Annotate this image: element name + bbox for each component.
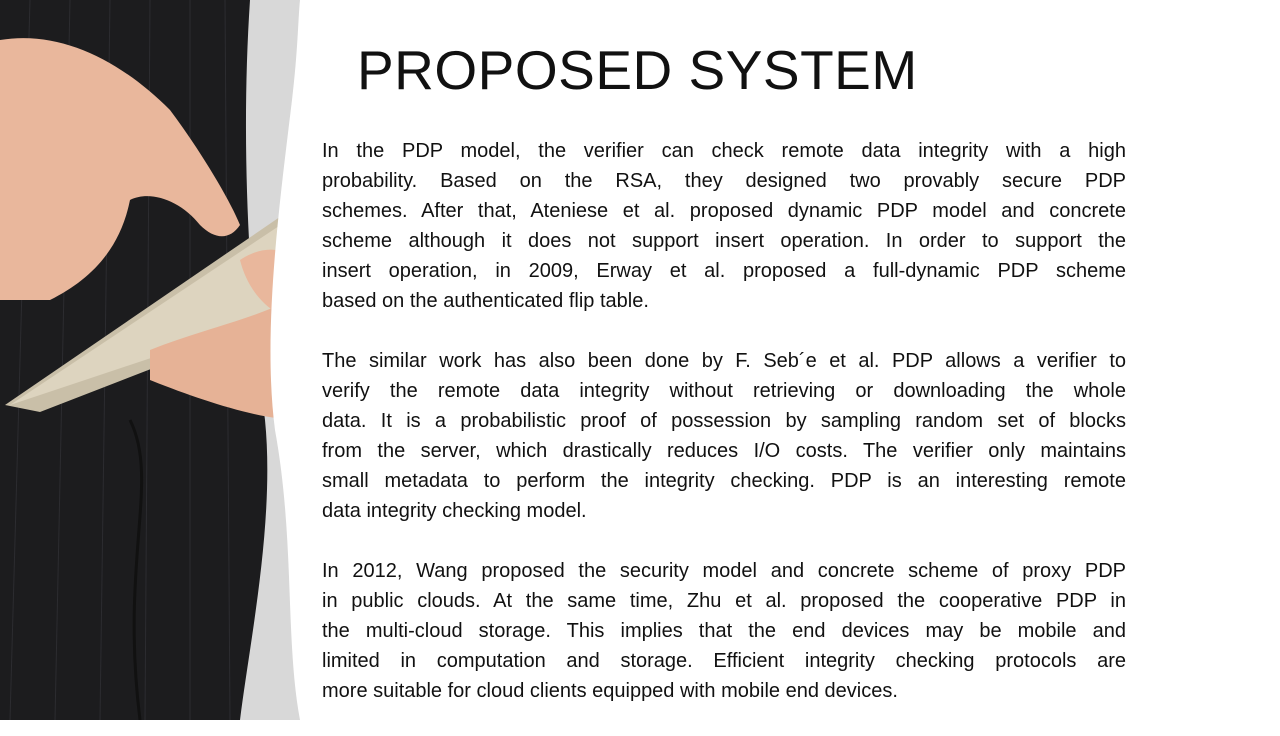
paragraph-proxy-pdp: [322, 556, 1126, 706]
text-line: The similar work has also been done by F. Seb´e et al. PDP allows a verifier to: [322, 350, 1126, 372]
text-line: In the PDP model, the verifier can check remote data integrity with a high: [322, 140, 1126, 162]
paragraph-pdp-model: [322, 136, 1126, 316]
text-line: small metadata to perform the integrity checking. PDP is an interesting remote: [322, 470, 1126, 492]
text-line: more suitable for cloud clients equipped with mobile end devices.: [322, 680, 898, 702]
text-line: In 2012, Wang proposed the security model and concrete scheme of proxy PDP: [322, 560, 1126, 582]
text-line: the multi-cloud storage. This implies that the end devices may be mobile and: [322, 620, 1126, 642]
text-line: insert operation, in 2009, Erway et al. proposed a full-dynamic PDP scheme: [322, 260, 1126, 282]
text-line: in public clouds. At the same time, Zhu et al. proposed the cooperative PDP in: [322, 590, 1126, 612]
text-line: schemes. After that, Ateniese et al. proposed dynamic PDP model and concrete: [322, 200, 1126, 222]
text-line: data. It is a probabilistic proof of possession by sampling random set of blocks: [322, 410, 1126, 432]
paragraph-similar-work: [322, 346, 1126, 526]
text-line: based on the authenticated flip table.: [322, 290, 649, 312]
text-line: scheme although it does not support insert operation. In order to support the: [322, 230, 1126, 252]
text-line: data integrity checking model.: [322, 500, 587, 522]
slide-body: [322, 136, 1126, 736]
text-line: probability. Based on the RSA, they designed two provably secure PDP: [322, 170, 1126, 192]
text-line: limited in computation and storage. Efficient integrity checking protocols are: [322, 650, 1126, 672]
slide-title: PROPOSED SYSTEM: [357, 39, 918, 101]
text-line: verify the remote data integrity without retrieving or downloading the whole: [322, 380, 1126, 402]
text-line: from the server, which drastically reduces I/O costs. The verifier only maintains: [322, 440, 1126, 462]
person-with-tablet-photo: [0, 0, 320, 720]
